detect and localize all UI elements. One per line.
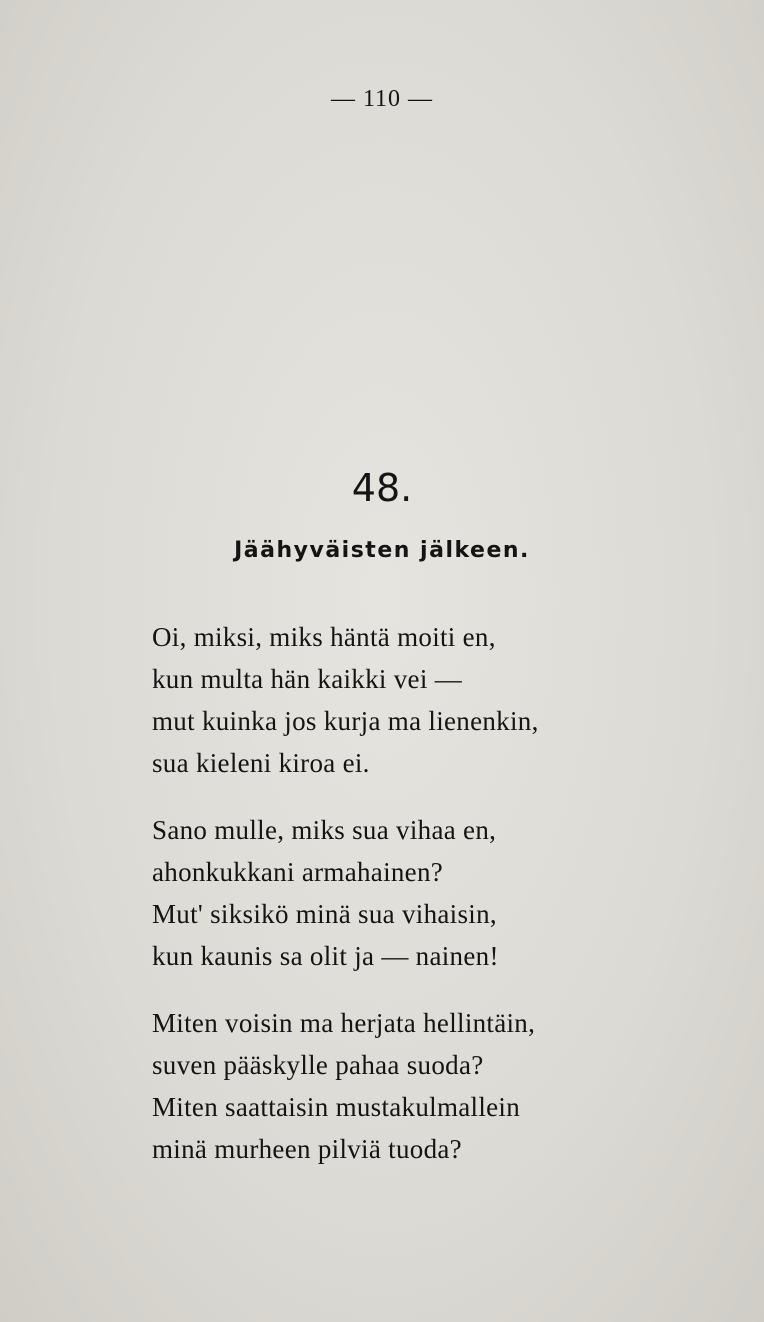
poem-line: sua kieleni kiroa ei. xyxy=(152,748,370,778)
stanza-3 xyxy=(152,1002,632,1170)
poem-line: ahonkukkani armahainen? xyxy=(152,857,444,887)
poem-line: kun kaunis sa olit ja — nainen! xyxy=(152,941,499,971)
poem-line: Sano mulle, miks sua vihaa en, xyxy=(152,815,497,845)
poem-line: suven pääskylle pahaa suoda? xyxy=(152,1050,484,1080)
poem-line: Mut' siksikö minä sua vihaisin, xyxy=(152,899,497,929)
stanza-2 xyxy=(152,809,632,977)
page-number: — 110 — xyxy=(330,86,434,112)
stanza-1 xyxy=(152,616,632,784)
poem-line: minä murheen pilviä tuoda? xyxy=(152,1134,462,1164)
poem-line: Miten voisin ma herjata hellintäin, xyxy=(152,1008,536,1038)
poem-number: 48. xyxy=(351,466,413,510)
bleed-through-text xyxy=(160,150,680,282)
poem-body xyxy=(152,616,632,1195)
poem-line: Miten saattaisin mustakulmallein xyxy=(152,1092,521,1122)
poem-line: mut kuinka jos kurja ma lienenkin, xyxy=(152,706,539,736)
poem-line: Oi, miksi, miks häntä moiti en, xyxy=(152,622,496,652)
poem-title: Jäähyväisten jälkeen. xyxy=(234,538,530,563)
poem-line: kun multa hän kaikki vei — xyxy=(152,664,462,694)
